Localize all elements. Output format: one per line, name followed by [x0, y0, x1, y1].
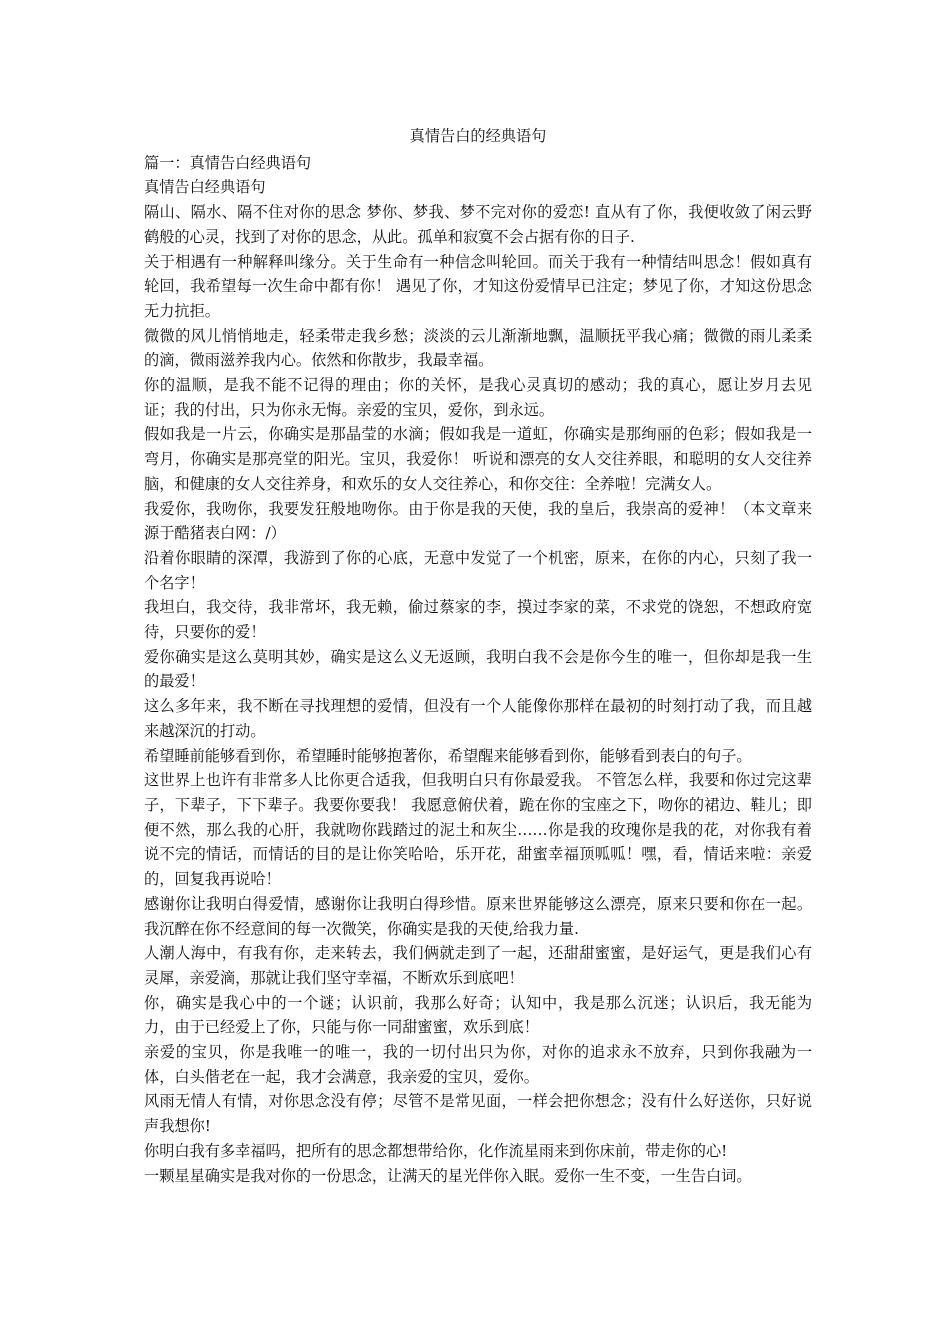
section-heading: 篇一：真情告白经典语句: [144, 153, 312, 172]
body-paragraph: 风雨无情人有情，对你思念没有停；尽管不是常见面，一样会把你想念；没有什么好送你，只好说声我想你!: [144, 1092, 812, 1136]
body-paragraph: 我爱你，我吻你，我要发狂般地吻你。由于你是我的天使，我的皇后，我崇高的爱神！（本文章来源于酷猪表白网：/）: [144, 499, 812, 543]
body-paragraph: 爱你确实是这么莫明其妙，确实是这么义无返顾，我明白我不会是你今生的唯一，但你却是我一生的最爱！: [144, 647, 812, 691]
body-paragraph: 希望睡前能够看到你，希望睡时能够抱著你，希望醒来能够看到你，能够看到表白的句子。: [144, 746, 752, 765]
body-paragraph: 感谢你让我明白得爱情，感谢你让我明白得珍惜。原来世界能够这么漂亮，原来只要和你在一起。我沉醉在你不经意间的每一次微笑，你确实是我的天使,给我力量.: [144, 894, 812, 938]
body-paragraph: 一颗星星确实是我对你的一份思念，让满天的星光伴你入眠。爱你一生不变，一生告白词。: [144, 1166, 752, 1185]
body-paragraph: 隔山、隔水、隔不住对你的思念 梦你、梦我、梦不完对你的爱恋! 直从有了你，我便收敛了闲云野鹤般的心灵，找到了对你的思念，从此。孤单和寂寞不会占据有你的日子.: [144, 203, 812, 246]
document-body: [144, 151, 812, 1189]
body-paragraph: 我坦白，我交待，我非常坏，我无赖，偷过蔡家的李，摸过李家的菜，不求党的饶恕，不想政府宽待，只要你的爱！: [144, 598, 812, 642]
body-paragraph: 你明白我有多幸福吗，把所有的思念都想带给你，化作流星雨来到你床前，带走你的心!: [144, 1141, 728, 1160]
document-title: 真情告白的经典语句: [409, 127, 547, 145]
body-paragraph: 人潮人海中，有我有你，走来转去，我们俩就走到了一起，还甜甜蜜蜜，是好运气，更是我们心有灵犀，亲爱滴，那就让我们坚守幸福，不断欢乐到底吧！: [144, 944, 812, 987]
body-paragraph: 这么多年来，我不断在寻找理想的爱情，但没有一个人能像你那样在最初的时刻打动了我，而且越来越深沉的打动。: [144, 697, 812, 740]
body-paragraph: 你的温顺，是我不能不记得的理由；你的关怀，是我心灵真切的感动；我的真心，愿让岁月去见证；我的付出，只为你永无悔。亲爱的宝贝，爱你，到永远。: [144, 376, 812, 419]
body-paragraph: 亲爱的宝贝，你是我唯一的唯一，我的一切付出只为你，对你的追求永不放弃，只到你我融为一体，白头偕老在一起，我才会满意，我亲爱的宝贝，爱你。: [144, 1043, 812, 1086]
section-subheading: 真情告白经典语句: [144, 178, 266, 197]
document-page: [144, 124, 812, 1188]
body-paragraph: 你，确实是我心中的一个谜；认识前，我那么好奇；认知中，我是那么沉迷；认识后，我无能为力，由于已经爱上了你，只能与你一同甜蜜蜜，欢乐到底！: [144, 993, 812, 1037]
body-paragraph: 假如我是一片云，你确实是那晶莹的水滴；假如我是一道虹，你确实是那绚丽的色彩；假如我是一弯月，你确实是那亮堂的阳光。宝贝，我爱你！ 听说和漂亮的女人交往养眼，和聪明的女人交往养脑，和健康的女人交往养身，和欢乐的女人交往养心，和你交往：全养啦！完满女人。: [144, 425, 812, 493]
body-paragraph: 微微的风儿悄悄地走，轻柔带走我乡愁；淡淡的云儿渐渐地飘，温顺抚平我心痛；微微的雨儿柔柔的滴，微雨滋养我内心。依然和你散步，我最幸福。: [144, 326, 812, 370]
body-paragraph: 这世界上也许有非常多人比你更合适我，但我明白只有你最爱我。 不管怎么样，我要和你过完这辈子，下辈子，下下辈子。我要你要我！ 我愿意俯伏着，跪在你的宝座之下，吻你的裙边、鞋儿；即便不然，那么我的心肝，我就吻你践踏过的泥土和灰尘……你是我的玫瑰你是我的花，对你我有着说不完的情话，而情话的目的是让你笑哈哈，乐开花，甜蜜幸福顶呱呱！嘿，看，情话来啦：亲爱的，回复我再说哈！: [144, 771, 812, 889]
body-paragraph: 沿着你眼睛的深潭，我游到了你的心底，无意中发觉了一个机密，原来，在你的内心，只刻了我一个名字！: [144, 548, 812, 592]
body-paragraph: 关于相遇有一种解释叫缘分。关于生命有一种信念叫轮回。而关于我有一种情结叫思念！假如真有轮回，我希望每一次生命中都有你！ 遇见了你，才知这份爱情早已注定；梦见了你，才知这份思念无力抗拒。: [144, 252, 812, 320]
